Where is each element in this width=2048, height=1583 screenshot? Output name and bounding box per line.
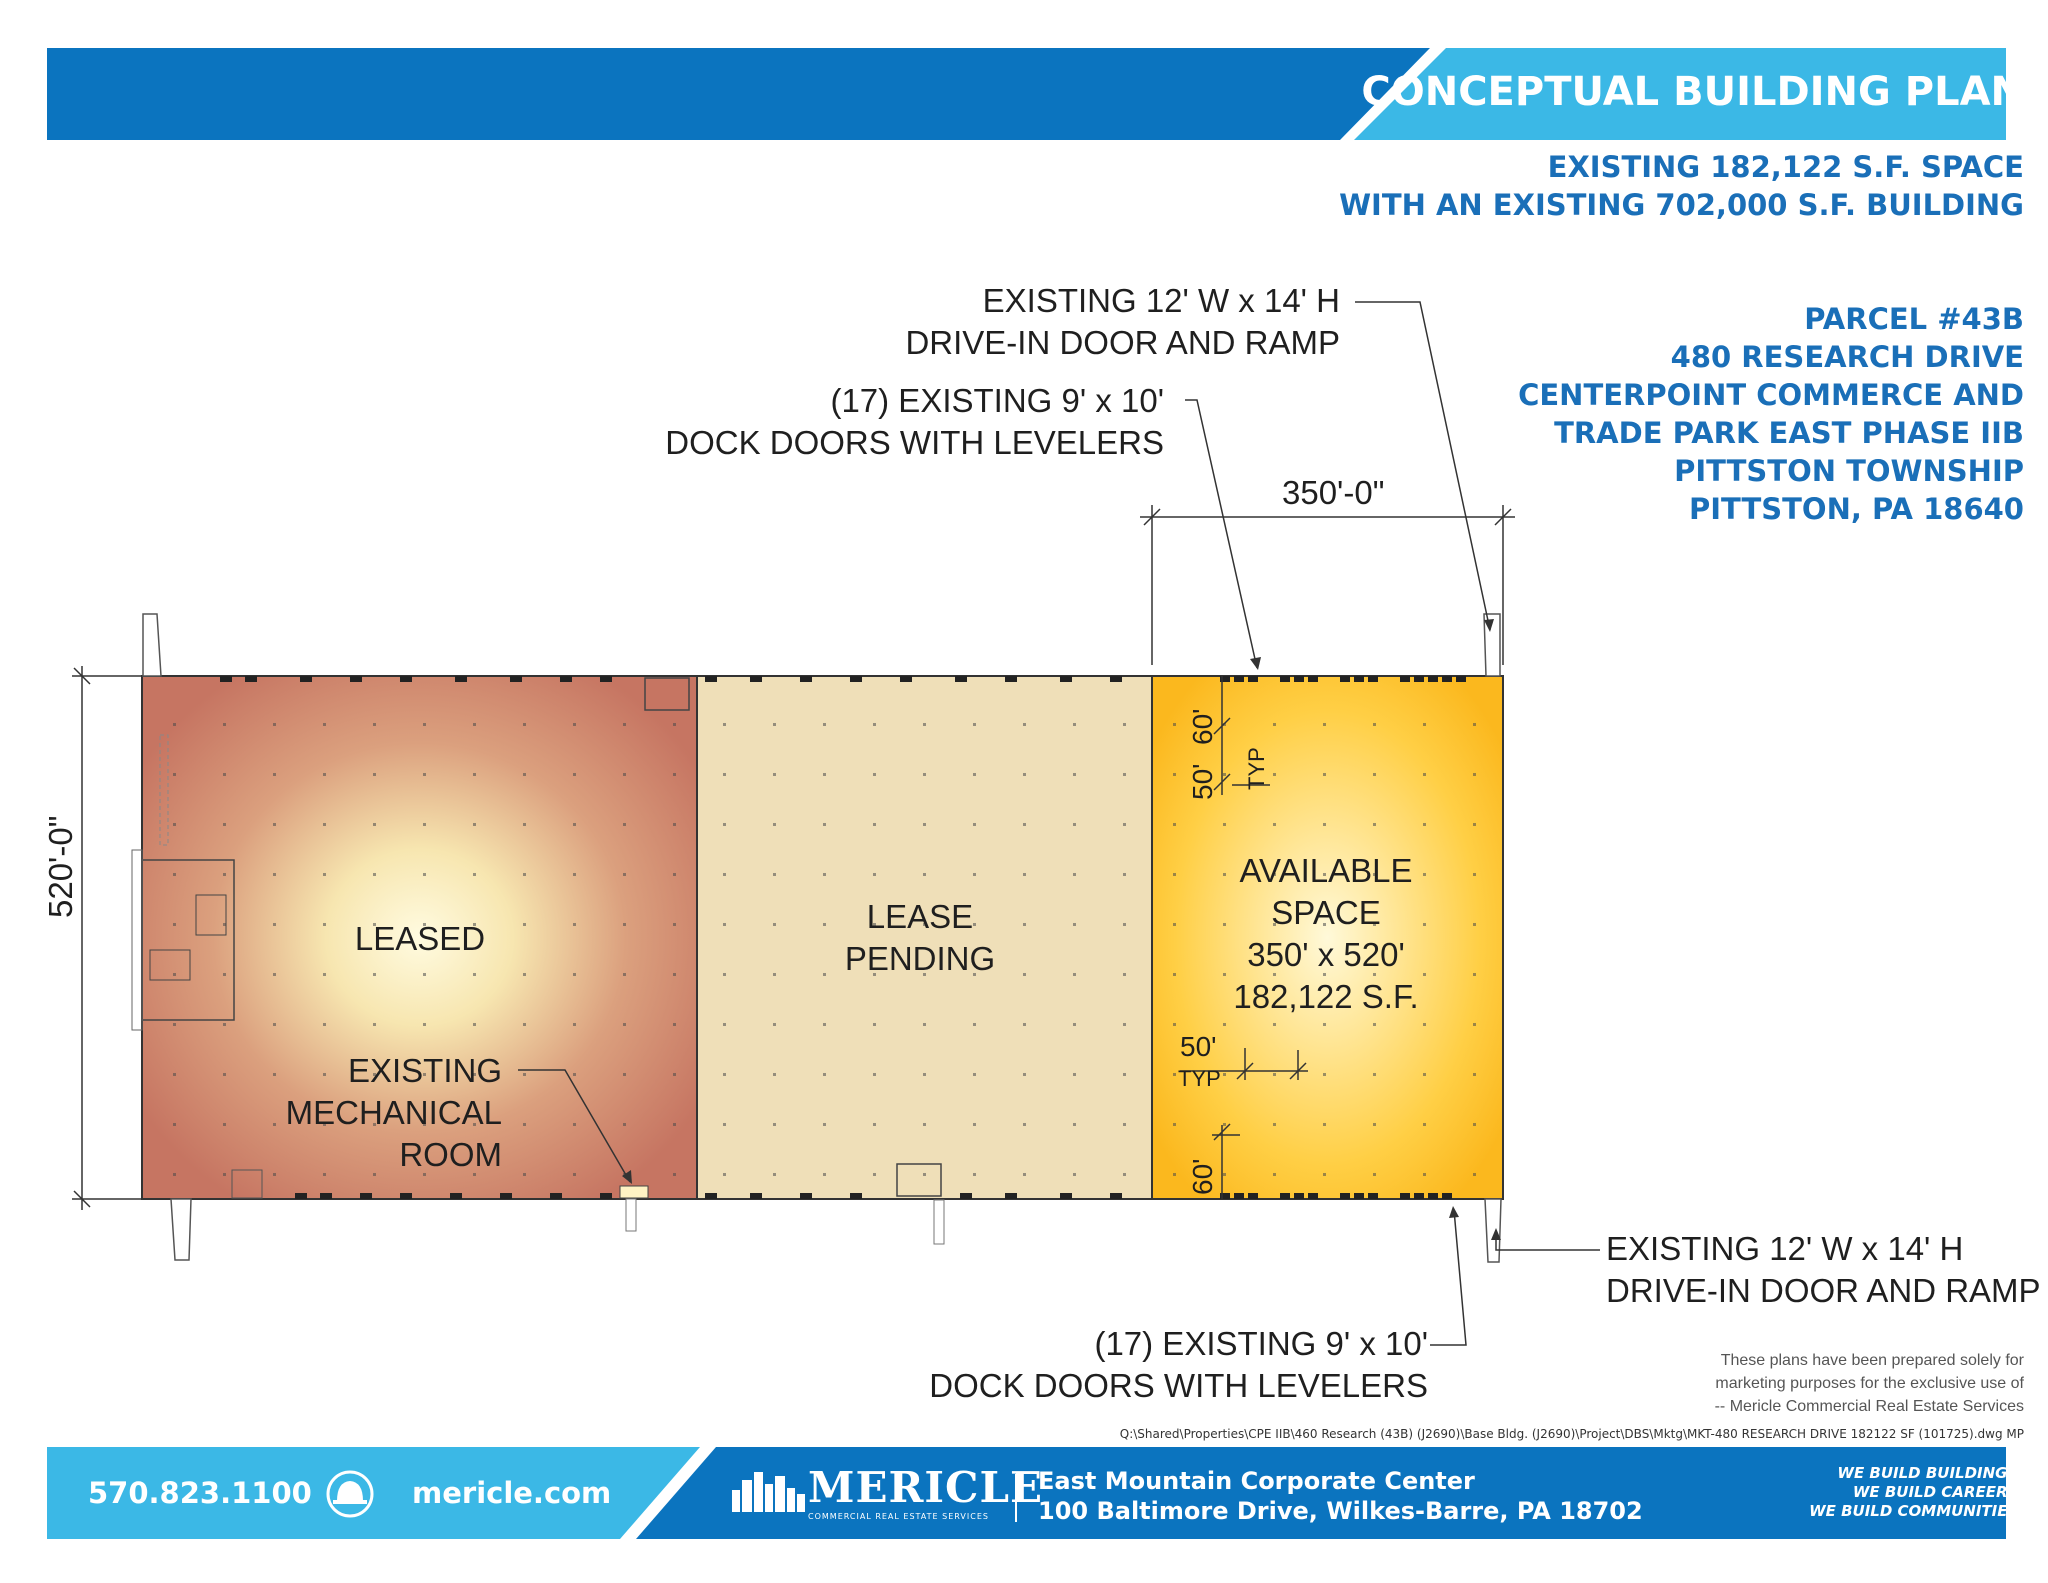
parcel-address: 480 RESEARCH DRIVE: [1670, 340, 2024, 374]
zone-leased-label: LEASED: [354, 920, 486, 957]
footer-website[interactable]: mericle.com: [412, 1476, 612, 1510]
spacing-mid-typ: TYP: [1178, 1066, 1221, 1091]
address-line: 100 Baltimore Drive, Wilkes-Barre, PA 18702: [1038, 1497, 1643, 1525]
disclaimer-line: marketing purposes for the exclusive use of: [1715, 1375, 2024, 1392]
callout-line: EXISTING 12' W x 14' H: [1606, 1230, 1964, 1267]
subtitle-line: EXISTING 182,122 S.F. SPACE: [1547, 150, 2024, 184]
parcel-township: PITTSTON TOWNSHIP: [1674, 454, 2024, 488]
plan-title: CONCEPTUAL BUILDING PLAN: [1361, 69, 2024, 115]
spacing-typ: TYP: [1244, 747, 1269, 790]
footer-address: [1038, 1466, 1643, 1526]
callout-line: DRIVE-IN DOOR AND RAMP: [1606, 1272, 2041, 1309]
zone-line: SPACE: [1271, 894, 1381, 931]
callout-line: (17) EXISTING 9' x 10': [1094, 1325, 1428, 1362]
zone-lease-pending-label: [800, 896, 1040, 980]
subtitle-line: WITH AN EXISTING 702,000 S.F. BUILDING: [1339, 188, 2024, 222]
spacing-top-60: 60': [1187, 708, 1218, 745]
mericle-logo: MERICLE: [808, 1463, 1044, 1512]
zone-line: PENDING: [844, 940, 996, 977]
parcel-info: [1518, 300, 2024, 528]
zone-available-label: [1196, 850, 1456, 1018]
parcel-park: CENTERPOINT COMMERCE AND: [1518, 378, 2024, 412]
callout-line: DOCK DOORS WITH LEVELERS: [665, 424, 1164, 461]
callout-top-dock: [665, 380, 1164, 464]
callout-top-drive-in: [905, 280, 1340, 364]
subtitle: [1339, 148, 2024, 224]
callout-line: ROOM: [399, 1136, 502, 1173]
disclaimer-line: -- Mericle Commercial Real Estate Services: [1714, 1398, 2024, 1415]
callout-line: MECHANICAL: [285, 1094, 502, 1131]
parcel-number: PARCEL #43B: [1804, 302, 2024, 336]
disclaimer-line: These plans have been prepared solely for: [1720, 1352, 2024, 1369]
zone-line: AVAILABLE: [1239, 852, 1413, 889]
disclaimer: [1715, 1349, 2024, 1418]
mericle-logo-subtitle: COMMERCIAL REAL ESTATE SERVICES: [808, 1512, 989, 1521]
spacing-top-50: 50': [1187, 763, 1218, 800]
dimension-height: 520'-0": [42, 815, 79, 918]
zone-line: 182,122 S.F.: [1233, 978, 1419, 1015]
callout-line: (17) EXISTING 9' x 10': [830, 382, 1164, 419]
parcel-city: PITTSTON, PA 18640: [1688, 492, 2024, 526]
address-line: East Mountain Corporate Center: [1038, 1467, 1475, 1495]
footer-phone[interactable]: 570.823.1100: [88, 1476, 312, 1510]
dimension-width: 350'-0": [1282, 474, 1385, 511]
callout-bottom-drive-in: [1606, 1228, 2041, 1312]
slogan-line: WE BUILD COMMUNITIES.: [1809, 1502, 2024, 1520]
zone-line: 350' x 520': [1247, 936, 1405, 973]
footer-slogan: [1809, 1464, 2024, 1521]
spacing-bottom-60: 60': [1187, 1158, 1218, 1195]
parcel-phase: TRADE PARK EAST PHASE IIB: [1554, 416, 2024, 450]
callout-mechanical-room: [286, 1050, 502, 1176]
file-path: Q:\Shared\Properties\CPE IIB\460 Research (43B) (J2690)\Base Bldg. (J2690)\Project\DBS\Mktg\MKT-480 RESEARCH DRIVE 182122 SF (101725).dwg MP: [1119, 1427, 2024, 1441]
callout-line: EXISTING 12' W x 14' H: [982, 282, 1340, 319]
callout-line: EXISTING: [347, 1052, 502, 1089]
slogan-line: WE BUILD BUILDINGS.: [1837, 1464, 2024, 1482]
callout-line: DRIVE-IN DOOR AND RAMP: [905, 324, 1340, 361]
slogan-line: WE BUILD CAREERS.: [1852, 1483, 2024, 1501]
callout-bottom-dock: [929, 1323, 1428, 1407]
callout-line: DOCK DOORS WITH LEVELERS: [929, 1367, 1428, 1404]
header-band-dark: [47, 48, 1430, 140]
spacing-mid-50: 50': [1180, 1031, 1217, 1062]
zone-line: LEASE: [866, 898, 974, 935]
